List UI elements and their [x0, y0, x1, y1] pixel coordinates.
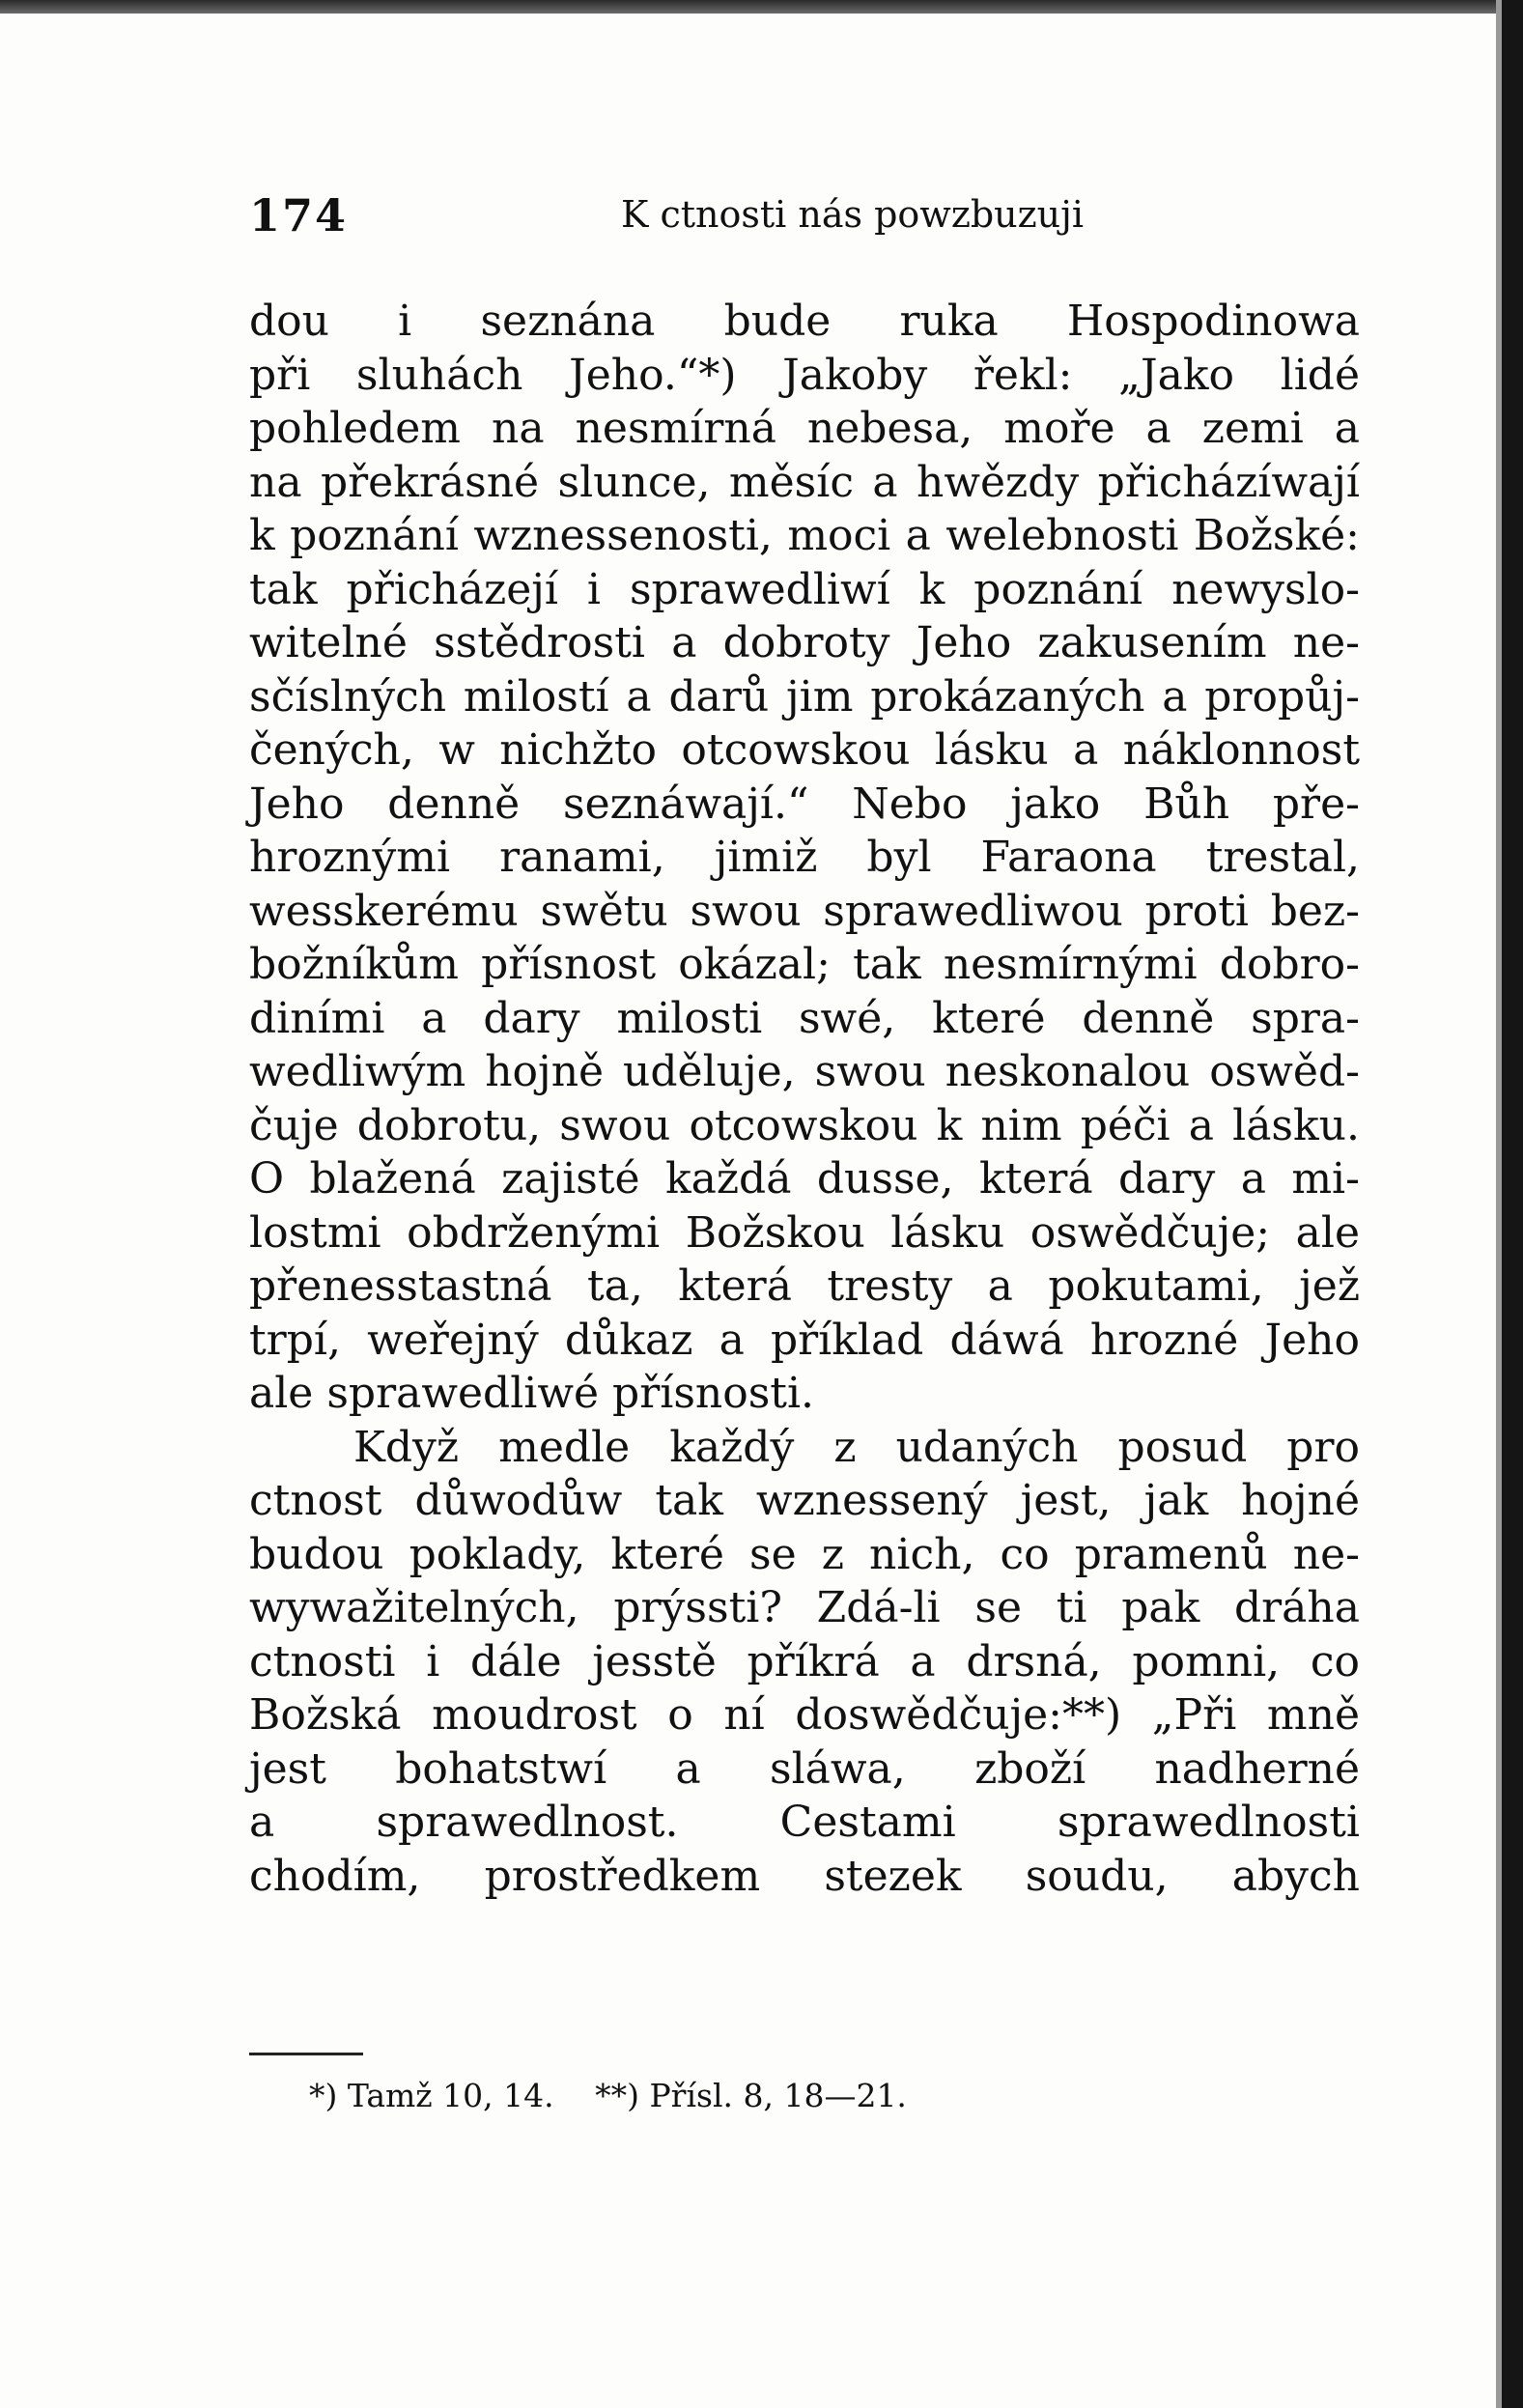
text-line: božníkům přísnost okázal; tak nesmírnými dobro-	[249, 940, 1360, 989]
top-edge-shadow	[0, 0, 1507, 14]
paragraph-end-line: ale sprawedliwé přísnosti.	[249, 1369, 815, 1418]
right-edge-shadow	[1502, 0, 1523, 2408]
text-line: Božská moudrost o ní doswědčuje:**) „Při mně	[249, 1690, 1360, 1740]
text-line: sčíslných milostí a darů jim prokázaných a propůj-	[249, 671, 1360, 722]
footnote-2: **) Přísl. 8, 18—21.	[595, 2077, 907, 2114]
text-line: wedliwým hojně uděluje, swou neskonalou oswěd-	[249, 1047, 1360, 1096]
text-line: čených, w nichžto otcowskou lásku a náklonnost	[249, 725, 1360, 775]
text-line: přenesstastná ta, která tresty a pokutami, jež	[249, 1261, 1360, 1311]
footnotes	[309, 2077, 938, 2114]
text-line: witelné sstědrosti a dobroty Jeho zakusením ne-	[249, 618, 1360, 667]
text-line: O blažená zajisté každá dusse, která dary a mi-	[249, 1154, 1360, 1204]
text-line: diními a dary milosti swé, které denně spra-	[249, 993, 1360, 1043]
paragraph-start-line: Když medle každý z udaných posud pro	[353, 1422, 1360, 1472]
text-line: k poznání wznessenosti, moci a welebnosti Božské:	[249, 511, 1360, 560]
text-line: jest bohatstwí a sláwa, zboží nadherné	[249, 1743, 1360, 1794]
text-line: Jeho denně seznáwají.“ Nebo jako Bůh pře-	[249, 779, 1360, 829]
footnote-1: *) Tamž 10, 14.	[309, 2077, 554, 2114]
text-line: wesskerému swětu swou sprawedliwou proti bez-	[249, 886, 1360, 936]
running-head: K ctnosti nás powzbuzuji	[621, 193, 1085, 236]
text-line: budou poklady, které se z nich, co pramenů ne-	[249, 1529, 1360, 1579]
text-line: chodím, prostředkem stezek soudu, abych	[249, 1851, 1360, 1901]
text-line: ctnosti i dále jesstě příkrá a drsná, pomni, co	[249, 1636, 1360, 1686]
text-line: wywažitelných, prýssti? Zdá-li se ti pak dráha	[249, 1583, 1360, 1632]
page-header	[249, 189, 1360, 257]
text-line: pohledem na nesmírná nebesa, moře a zemi a	[249, 404, 1360, 453]
text-line: dou i seznána bude ruka Hospodinowa	[249, 297, 1360, 346]
body-text	[249, 295, 1360, 1903]
text-line: ctnost důwodůw tak wznessený jest, jak hojné	[249, 1476, 1360, 1525]
text-line: a sprawedlnost. Cestami sprawedlnosti	[249, 1798, 1360, 1847]
text-line: tak přicházejí i sprawedliwí k poznání newyslo-	[249, 564, 1360, 614]
text-line: na překrásné slunce, měsíc a hwězdy přicházíwají	[249, 457, 1360, 507]
text-line: hroznými ranami, jimiž byl Faraona trestal,	[249, 833, 1360, 882]
page-number: 174	[249, 189, 349, 241]
text-line: při sluhách Jeho.“*) Jakoby řekl: „Jako lidé	[249, 350, 1360, 400]
text-line: čuje dobrotu, swou otcowskou k nim péči a lásku.	[249, 1100, 1360, 1150]
footnote-divider	[249, 2053, 363, 2055]
text-line: lostmi obdrženými Božskou lásku oswědčuje; ale	[249, 1207, 1360, 1258]
text-line: trpí, weřejný důkaz a příklad dáwá hrozné Jeho	[249, 1315, 1360, 1365]
